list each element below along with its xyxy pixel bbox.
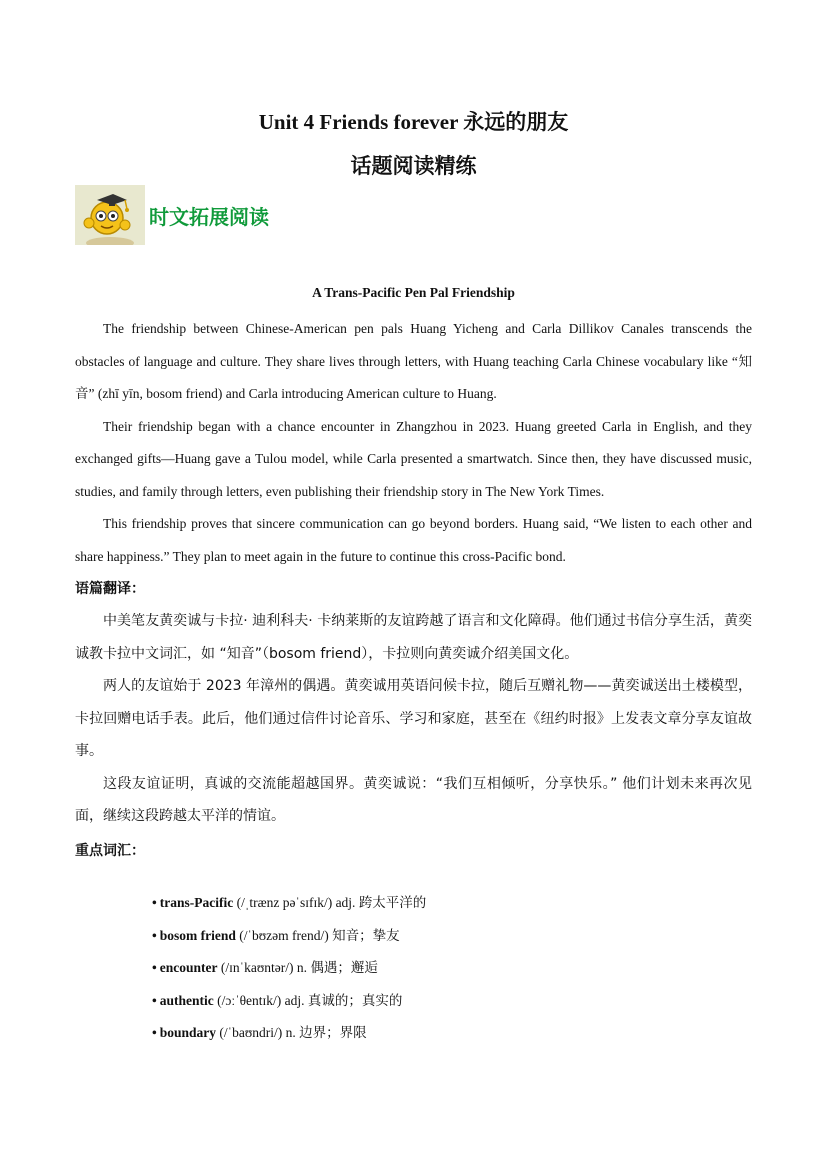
vocab-word: trans-Pacific xyxy=(159,895,234,910)
vocabulary-item xyxy=(152,1017,426,1050)
vocab-meaning: 真诚的；真实的 xyxy=(307,992,403,1009)
bullet-icon: • xyxy=(152,992,157,1008)
banner-heading: 时文拓展阅读 xyxy=(149,204,269,229)
vocab-word: authentic xyxy=(159,992,214,1008)
vocab-meaning: 知音；挚友 xyxy=(332,927,400,944)
bullet-icon: • xyxy=(152,1025,157,1040)
vocabulary-list xyxy=(152,887,426,1050)
document-title: Unit 4 Friends forever 永远的朋友 xyxy=(258,110,569,134)
vocabulary-item xyxy=(152,952,426,985)
vocab-meaning: 跨太平洋的 xyxy=(358,895,427,911)
scholar-mascot-icon xyxy=(75,185,145,245)
vocab-phonetic: (/ˈbʊzəm frend/) xyxy=(239,927,329,943)
document-subtitle: 话题阅读精练 xyxy=(350,154,477,178)
translation-body xyxy=(75,605,752,833)
bullet-icon: • xyxy=(152,960,157,975)
vocab-phonetic: (/ˌtrænz pəˈsɪfɪk/) adj. xyxy=(236,895,356,910)
translation-paragraph: 这段友谊证明，真诚的交流能超越国界。黄奕诚说：“我们互相倾听，分享快乐。” 他们计划未来再次见面，继续这段跨越太平洋的情谊。 xyxy=(75,775,752,824)
article-body xyxy=(75,313,752,573)
bullet-icon: • xyxy=(152,927,157,943)
vocab-meaning: 边界；界限 xyxy=(299,1025,367,1041)
vocab-meaning: 偶遇；邂逅 xyxy=(310,960,378,976)
vocab-phonetic: (/ɔːˈθentɪk/) adj. xyxy=(217,992,305,1008)
reading-banner xyxy=(75,185,269,245)
translation-label: 语篇翻译： xyxy=(75,581,145,597)
vocabulary-item xyxy=(152,920,426,953)
article-paragraph: This friendship proves that sincere communication can go beyond borders. Huang said, “We listen to each other and share happiness.” They plan to meet again in the future to continue this cross-Pacific bond. xyxy=(75,516,752,564)
article-title: A Trans-Pacific Pen Pal Friendship xyxy=(312,285,515,300)
translation-paragraph: 中美笔友黄奕诚与卡拉· 迪利科夫· 卡纳莱斯的友谊跨越了语言和文化障碍。他们通过书信分享生活，黄奕诚教卡拉中文词汇，如 “知音”（bosom friend），卡拉则向黄奕诚介绍美国文化。 xyxy=(75,613,752,662)
vocabulary-item xyxy=(152,887,426,920)
article-paragraph: The friendship between Chinese-American pen pals Huang Yicheng and Carla Dillikov Canales transcends the obstacles of language and culture. They share lives through letters, with Huang teaching Carla Chinese vocabulary like “知音” (zhī yīn, bosom friend) and Carla introducing American culture to Huang. xyxy=(75,321,752,401)
vocab-word: boundary xyxy=(159,1025,217,1040)
article-paragraph: Their friendship began with a chance encounter in Zhangzhou in 2023. Huang greeted Carla in English, and they exchanged gifts—Huang gave a Tulou model, while Carla presented a smartwatch. Since then, they have discussed music, studies, and family through letters, even publishing their friendship story in The New York Times. xyxy=(75,418,752,499)
vocabulary-item xyxy=(152,985,426,1018)
vocab-phonetic: (/ˈbaʊndri/) n. xyxy=(219,1025,296,1040)
translation-paragraph: 两人的友谊始于 2023 年漳州的偶遇。黄奕诚用英语问候卡拉，随后互赠礼物——黄奕诚送出土楼模型，卡拉回赠电话手表。此后，他们通过信件讨论音乐、学习和家庭，甚至在《纽约时报》上发表文章分享友谊故事。 xyxy=(75,678,752,759)
vocabulary-label: 重点词汇： xyxy=(75,843,145,859)
vocab-word: encounter xyxy=(159,960,218,975)
bullet-icon: • xyxy=(152,895,157,910)
vocab-word: bosom friend xyxy=(159,927,236,943)
vocab-phonetic: (/ɪnˈkaʊntər/) n. xyxy=(220,960,307,975)
